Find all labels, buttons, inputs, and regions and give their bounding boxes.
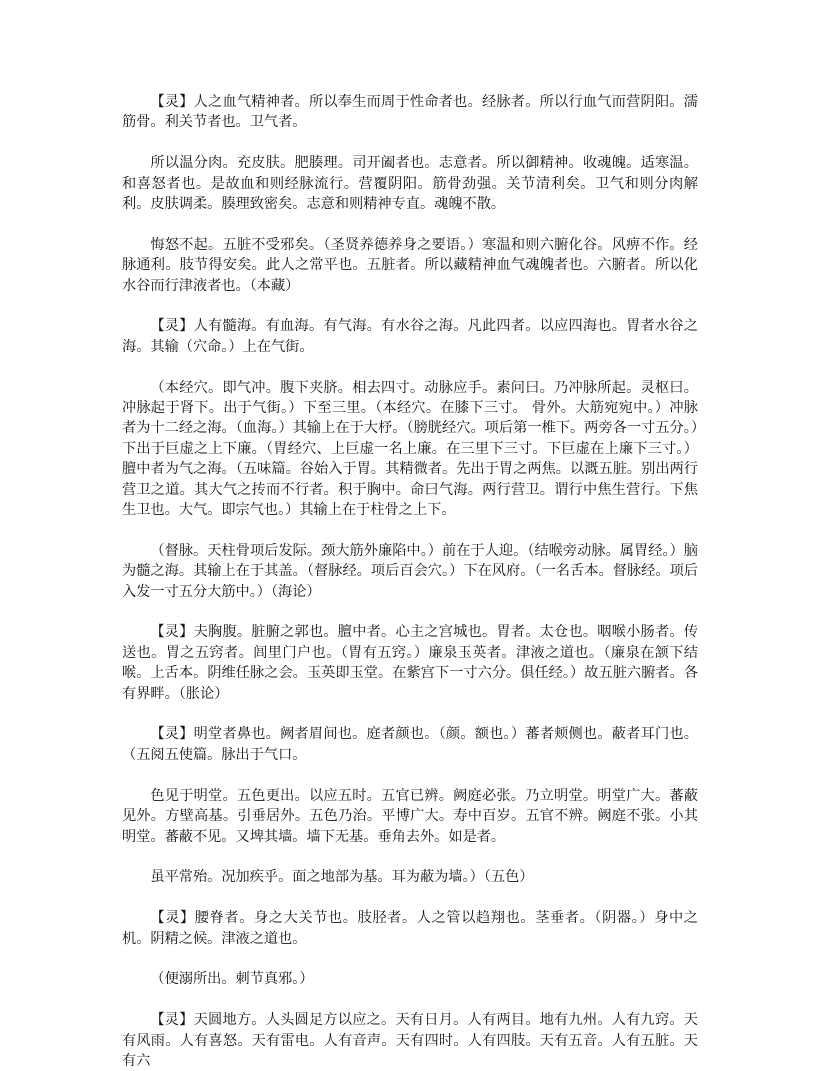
paragraph-2: 所以温分肉。充皮肤。肥腠理。司开阖者也。志意者。所以御精神。收魂魄。适寒温。和喜怒者也。是故血和则经脉流行。营覆阴阳。筋骨劲强。关节清利矣。卫气和则分肉解利。皮肤调柔。腠理致密矣。志意和则精神专直。魂魄不散。: [122, 155, 698, 213]
paragraph-4: 【灵】人有髓海。有血海。有气海。有水谷之海。凡此四者。以应四海也。胃者水谷之海。其输（穴命。）上在气街。: [122, 318, 698, 355]
paragraph-5: （本经穴。即气冲。腹下夹脐。相去四寸。动脉应手。素问曰。乃冲脉所起。灵枢曰。冲脉起于肾下。出于气街。）下至三里。（本经穴。在膝下三寸。 骨外。大筋宛宛中。）冲脉者为十二经之海。（血海。）其输上在于大杼。（膀胱经穴。项后第一椎下。两旁各一寸五分。）下出于巨虚之上下廉。（胃经穴、上巨虚一名上廉。在三里下三寸。下巨虚在上廉下三寸。）膻中者为气之海。（五味篇。谷始入于胃。其精微者。先出于胃之两焦。以溉五脏。别出两行营卫之道。其大气之抟而不行者。积于胸中。命曰气海。两行营卫。谓行中焦生营行。下焦生卫也。大气。即宗气也。）其输上在于柱骨之上下。: [122, 379, 698, 519]
paragraph-6: （督脉。天柱骨项后发际。颈大筋外廉陷中。）前在于人迎。（结喉旁动脉。属胃经。）脑为髓之海。其输上在于其盖。（督脉经。项后百会穴。）下在风府。（一名舌本。督脉经。项后入发一寸五分大筋中。）（海论）: [122, 542, 698, 600]
paragraph-13: 【灵】天圆地方。人头圆足方以应之。天有日月。人有两目。地有九州。人有九窍。天有风雨。人有喜怒。天有雷电。人有音声。天有四时。人有四肢。天有五音。人有五脏。天有六: [122, 1012, 698, 1069]
paragraph-11: 【灵】腰脊者。身之大关节也。肢胫者。人之管以趋翔也。茎垂者。（阴器。）身中之机。阴精之候。津液之道也。: [122, 910, 698, 947]
paragraph-3: 悔怒不起。五脏不受邪矣。（圣贤养德养身之要语。）寒温和则六腑化谷。风痹不作。经脉通利。肢节得安矣。此人之常平也。五脏者。所以藏精神血气魂魄者也。六腑者。所以化水谷而行津液者也。（本藏）: [122, 236, 698, 294]
paragraph-12: （便溺所出。刺节真邪。）: [150, 971, 314, 988]
paragraph-8: 【灵】明堂者鼻也。阙者眉间也。庭者颜也。（颜。额也。）蕃者颊侧也。蔽者耳门也。（五阅五使篇。脉出于气口。: [122, 726, 698, 763]
paragraph-7: 【灵】夫胸腹。脏腑之郭也。膻中者。心主之宫城也。胃者。太仓也。咽喉小肠者。传送也。胃之五窍者。闾里门户也。（胃有五窍。）廉泉玉英者。津液之道也。（廉泉在颔下结喉。上舌本。阴维任脉之会。玉英即玉堂。在紫宫下一寸六分。俱任经。）故五脏六腑者。各有界畔。（胀论）: [122, 624, 698, 702]
document-page: [122, 92, 698, 1071]
paragraph-1: 【灵】人之血气精神者。所以奉生而周于性命者也。经脉者。所以行血气而营阴阳。濡筋骨。利关节者也。卫气者。: [122, 94, 698, 131]
paragraph-10: 虽平常殆。况加疾乎。面之地部为基。耳为蔽为墙。）（五色）: [150, 869, 534, 886]
paragraph-9: 色见于明堂。五色更出。以应五时。五官已辨。阙庭必张。乃立明堂。明堂广大。蕃蔽见外。方壁高基。引垂居外。五色乃治。平博广大。寿中百岁。五官不辨。阙庭不张。小其明堂。蕃蔽不见。又埤其墙。墙下无基。垂角去外。如是者。: [122, 787, 698, 845]
